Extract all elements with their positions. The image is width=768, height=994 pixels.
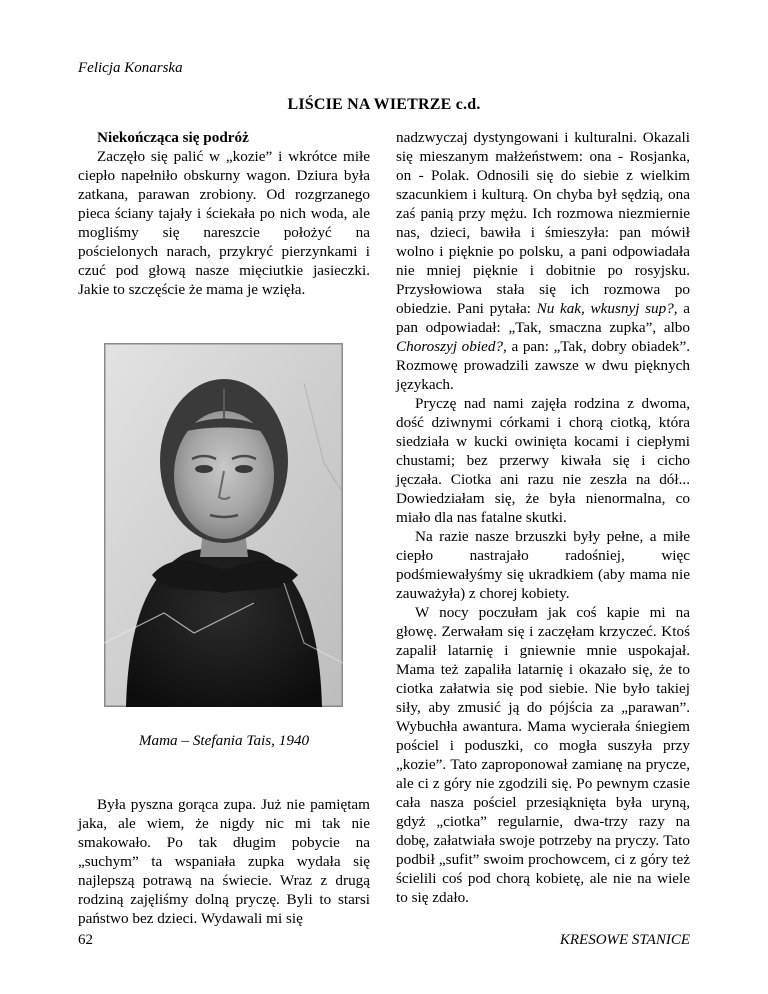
italic-phrase: Nu kak, wkusnyj sup?, — [536, 300, 678, 317]
paragraph: W nocy poczułam jak coś kapie mi na głowę. Zerwałam się i zaczęłam krzyczeć. Ktoś zapalił latarnię i gniewnie mnie uspokajał. Mama też zapaliła latarnię i okazało się, że to ciotka załatwia się pod siebie. Nie było takiej siły, aby zmusić ją do pójścia za „parawan”. Wybuchła awantura. Mama wycierała śniegiem pościel i poduszki, co mogła suszyła przy „kozie”. Tato zaproponował zamianę na prycze, ale ci z góry nie zgodzili się. Po pewnym czasie cała nasza pościel przesiąknięta była uryną, gdyż „ciotka” regularnie, dwa-trzy razy na dobę, załatwiała swoje potrzeby na pryczy. Tato podbił „sufit” swoim prochowcem, ci z góry też ścielili coś pod chorą kobietę, ale nie na wiele to się zdało. — [396, 604, 690, 906]
photo-caption: Mama – Stefania Tais, 1940 — [138, 732, 310, 749]
paragraph: Była pyszna gorąca zupa. Już nie pamiętam jaka, ale wiem, że nigdy nic mi tak nie smakowało. Po tak długim pobycie na „suchym” ta wspaniała zupka wydała się najlepszą potrawą na świecie. Wraz z drugą rodziną zajęliśmy dolną pryczę. Byli to starsi państwo bez dzieci. Wydawali mi się — [78, 796, 370, 927]
journal-name: KRESOWE STANICE — [559, 932, 690, 948]
portrait-photo — [104, 343, 343, 707]
article-title: LIŚCIE NA WIETRZE c.d. — [287, 96, 481, 113]
paragraph: Zaczęło się palić w „kozie” i wkrótce miłe ciepło napełniło obskurny wagon. Dziura była zatkana, parawan zrobiony. Od rozgrzanego pieca ściany tajały i ściekała po nich woda, ale mogliśmy się nareszcie położyć na pościelonych narach, przykryć pierzynkami i czuć pod głową nasze mięciutkie jasieczki. Jakie to szczęście że mama je wzięła. — [78, 148, 370, 298]
paragraph — [396, 128, 690, 394]
author-name: Felicja Konarska — [78, 60, 183, 76]
paragraph: Pryczę nad nami zajęła rodzina z dwoma, dość dziwnymi córkami i chorą ciotką, która siedziała w kucki owinięta kocami i ciepłymi chustami; bez przerwy kiwała się i cicho jęczała. Ciotka ani razu nie zeszła na dół... Dowiedziałam się, że była nienormalna, co miało dla nas fatalne skutki. — [396, 395, 690, 526]
left-column — [78, 128, 370, 299]
left-column-lower — [78, 795, 370, 928]
right-column — [396, 128, 690, 907]
text-run: a pan odpowiadał: „Tak, smaczna zupka”, albo — [396, 300, 690, 336]
italic-phrase: Choroszyj obied?, — [396, 338, 507, 355]
text-run: a pan: „Tak, dobry obiadek”. Rozmowę prowadzili zawsze w dwu pięknych językach. — [396, 338, 691, 393]
page-number: 62 — [78, 932, 93, 948]
section-subheading: Niekończąca się podróż — [97, 129, 249, 146]
paragraph: Na razie nasze brzuszki były pełne, a miłe ciepło nastrajało radośniej, więc podśmiewałyśmy się ukradkiem (aby mama nie zauważyła) z chorej kobiety. — [396, 528, 690, 602]
text-run: nadzwyczaj dystyngowani i kulturalni. Okazali się mieszanym małżeństwem: ona - Rosjanka, on - Polak. Odnosili się do siebie z wielkim szacunkiem i kulturą. On chyba był sędzią, ona zaś panią przy mężu. Ich rozmowa niezmiernie nas, dzieci, bawiła i śmieszyła: pan mówił wolno i pięknie po polsku, a pani odpowiadała nie mniej pięknie i dobitnie po rosyjsku. Przysłowiowa stała się ich rozmowa po obiedzie. Pani pytała: — [396, 129, 690, 317]
